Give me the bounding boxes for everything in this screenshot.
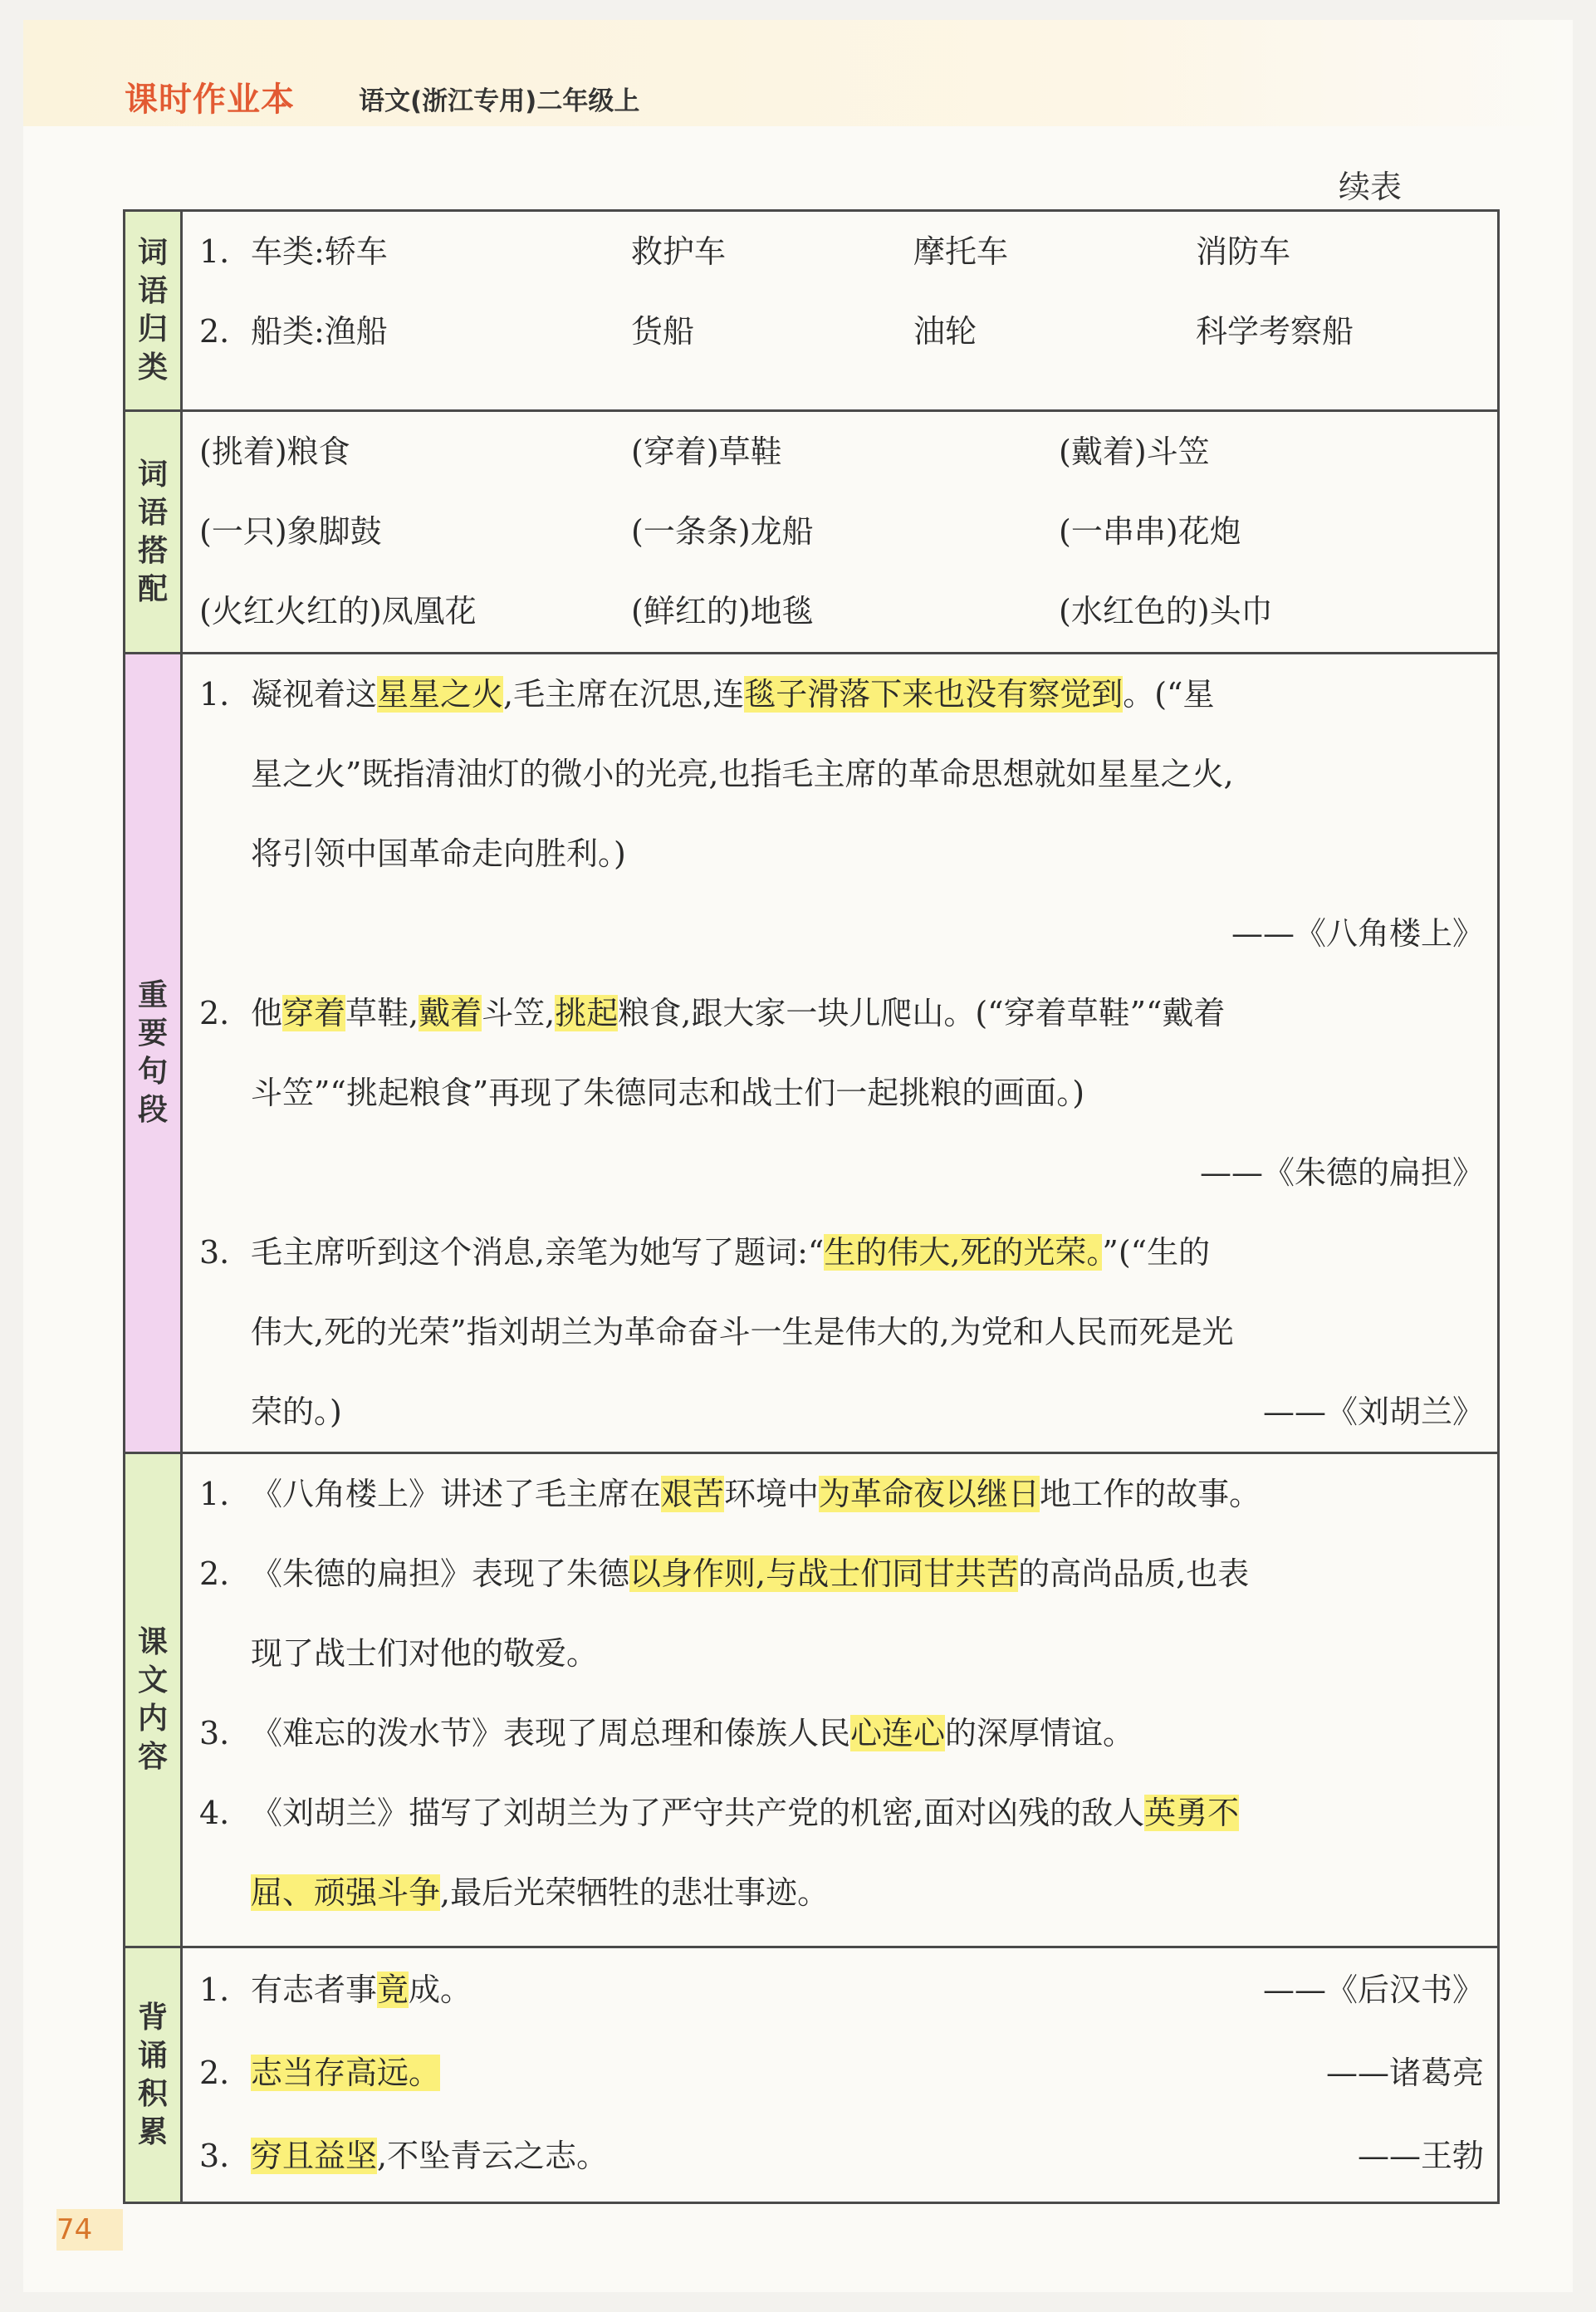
source-citation: ——《朱德的扁担》 <box>1199 1154 1484 1191</box>
source-citation: ——《后汉书》 <box>1262 1972 1484 2008</box>
list-item: 3. 穷且益坚,不坠青云之志。 ——王勃 <box>199 2114 1484 2197</box>
list-item: 3. 《难忘的泼水节》表现了周总理和傣族人民心连心的深厚情谊。 <box>199 1715 1135 1751</box>
source-citation: ——王勃 <box>1357 2138 1484 2174</box>
list-item: 1. 《八角楼上》讲述了毛主席在艰苦环境中为革命夜以继日地工作的故事。 <box>199 1476 1261 1512</box>
list-item: 2. 他穿着草鞋,戴着斗笠,挑起粮食,跟大家一块儿爬山。(“穿着草鞋”“戴着 斗笠”“挑起粮食”再现了朱德同志和战士们一起挑粮的画面。) ——《朱德的扁担》 <box>199 973 1484 1212</box>
section-label: 词 语 归 类 <box>125 211 182 411</box>
brand-title: 课时作业本 <box>125 81 295 119</box>
source-citation: ——诸葛亮 <box>1325 2055 1484 2091</box>
section-label: 背 诵 积 累 <box>125 1947 182 2203</box>
section-word-classification <box>125 211 1499 411</box>
list-item: (火红火红的)凤凰花 (鲜红的)地毯 (水红色的)头巾 <box>199 593 1273 629</box>
summary-table <box>123 209 1500 2204</box>
continued-label: 续表 <box>1339 169 1403 205</box>
list-item: 1. 有志者事竟成。 ——《后汉书》 <box>199 1948 1484 2031</box>
list-item: 1. 凝视着这星星之火,毛主席在沉思,连毯子滑落下来也没有察觉到。(“星 星之火”既指清油灯的微小的光亮,也指毛主席的革命思想就如星星之火, 将引领中国革命走向胜利。) ——《八角楼上》 <box>199 654 1484 973</box>
list-item: (一只)象脚鼓 (一条条)龙船 (一串串)花炮 <box>199 513 1241 550</box>
subject-title: 语文(浙江专用)二年级上 <box>359 86 640 116</box>
section-label: 重 要 句 段 <box>125 654 182 1453</box>
section-label: 课 文 内 容 <box>125 1453 182 1947</box>
list-item: 2. 《朱德的扁担》表现了朱德以身作则,与战士们同甘共苦的高尚品质,也表 现了战士们对他的敬爱。 <box>199 1555 1250 1672</box>
section-lesson-content <box>125 1453 1499 1947</box>
section-content <box>182 411 1499 654</box>
section-content <box>182 211 1499 411</box>
list-item: 2. 志当存高远。 ——诸葛亮 <box>199 2031 1484 2114</box>
list-item: 1. 车类:轿车 救护车 摩托车 消防车 <box>199 233 1291 270</box>
section-recitation <box>125 1947 1499 2203</box>
page-number: 74 <box>56 2209 123 2251</box>
section-key-passages <box>125 654 1499 1453</box>
section-content <box>182 1453 1499 1947</box>
section-word-pairing <box>125 411 1499 654</box>
list-item: 4. 《刘胡兰》描写了刘胡兰为了严守共产党的机密,面对凶残的敌人英勇不 屈、顽强斗争,最后光荣牺牲的悲壮事迹。 <box>199 1795 1240 1911</box>
list-item: 2. 船类:渔船 货船 油轮 科学考察船 <box>199 313 1354 350</box>
section-content <box>182 1947 1499 2203</box>
source-citation: ——《八角楼上》 <box>1231 915 1484 952</box>
list-item: 3. 毛主席听到这个消息,亲笔为她写了题词:“生的伟大,死的光荣。”(“生的 伟大,死的光荣”指刘胡兰为革命奋斗一生是伟大的,为党和人民而死是光 荣的。) ——《刘胡兰》 <box>199 1212 1484 1452</box>
source-citation: ——《刘胡兰》 <box>1262 1394 1484 1430</box>
list-item: (挑着)粮食 (穿着)草鞋 (戴着)斗笠 <box>199 434 1210 470</box>
section-label: 词 语 搭 配 <box>125 411 182 654</box>
section-content <box>182 654 1499 1453</box>
